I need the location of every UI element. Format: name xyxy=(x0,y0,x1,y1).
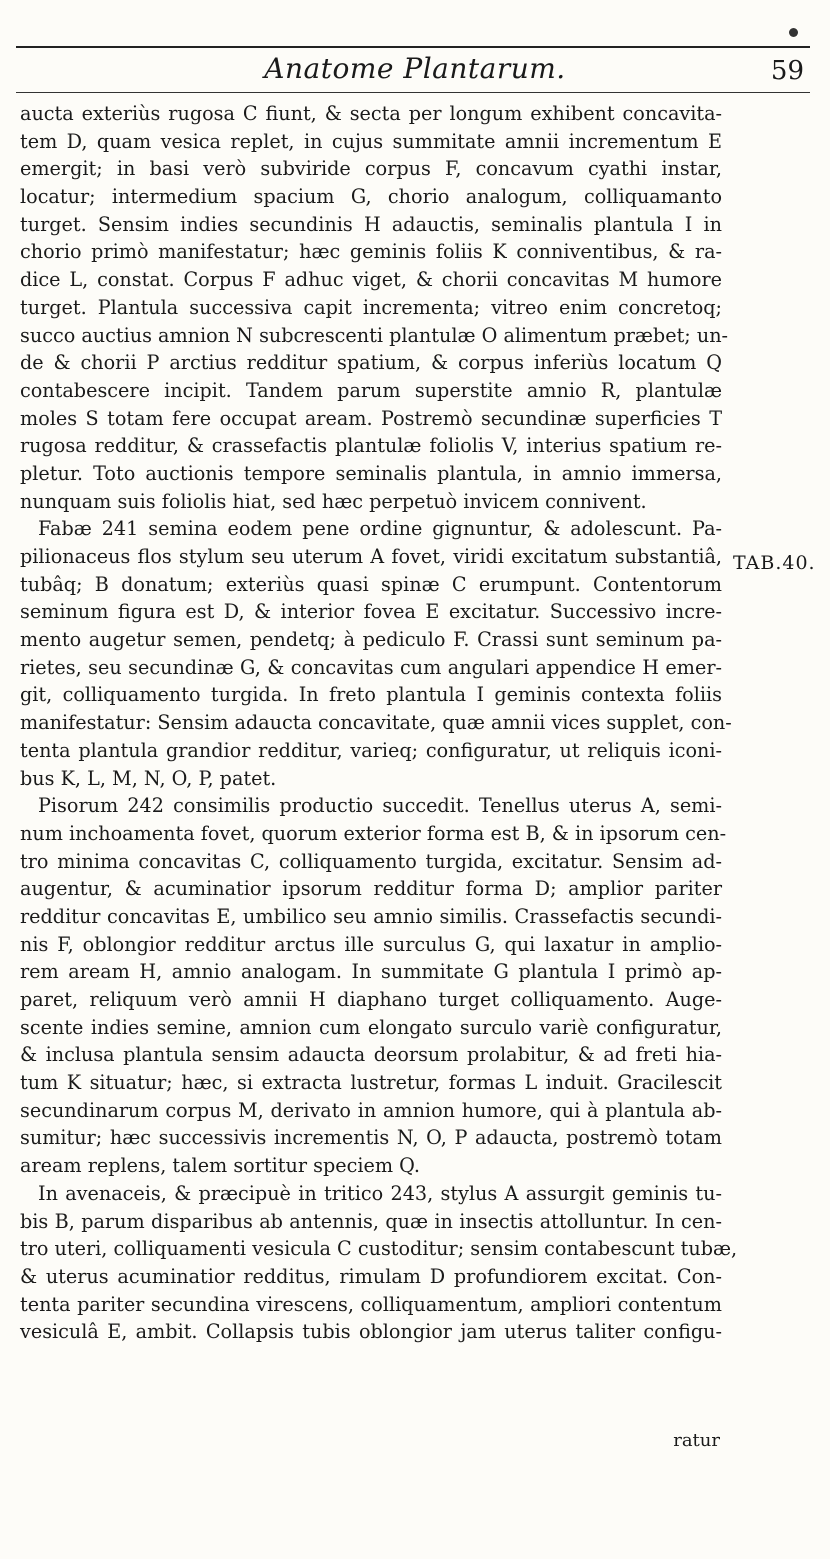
text-line: secundinarum corpus M, derivato in amnion humore, qui à plantula ab- xyxy=(20,1098,722,1122)
text-line: bus K, L, M, N, O, P, patet. xyxy=(20,766,277,790)
header-rule xyxy=(16,92,810,93)
text-line: tro minima concavitas C, colliquamento turgida, excitatur. Sensim ad- xyxy=(20,849,722,873)
text-line: succo auctius amnion N subcrescenti plantulæ O alimentum præbet; un- xyxy=(20,323,729,347)
text-line: tubâq; B donatum; exteriùs quasi spinæ C erumpunt. Contentorum xyxy=(20,572,722,596)
text-line: chorio primò manifestatur; hæc geminis foliis K conniventibus, & ra- xyxy=(20,240,722,264)
top-rule xyxy=(16,46,810,48)
text-line: pilionaceus flos stylum seu uterum A fovet, viridi excitatum substantiâ, xyxy=(20,545,722,568)
text-line: nis F, oblongior redditur arctus ille surculus G, qui laxatur in amplio- xyxy=(20,932,722,956)
text-line: contabescere incipit. Tandem parum superstite amnio R, plantulæ xyxy=(20,378,722,402)
text-line: & inclusa plantula sensim adaucta deorsum prolabitur, & ad freti hia- xyxy=(20,1043,722,1067)
text-line: redditur concavitas E, umbilico seu amnio similis. Crassefactis secundi- xyxy=(20,904,722,928)
text-line: dice L, constat. Corpus F adhuc viget, & chorii concavitas M humore xyxy=(20,268,722,292)
margin-note-plate-reference: TAB.40. xyxy=(733,552,816,574)
text-line: seminum figura est D, & interior fovea E excitatur. Successivo incre- xyxy=(20,600,722,624)
text-line: turget. Sensim indies secundinis H adauctis, seminalis plantula I in xyxy=(20,212,722,236)
text-line: paret, reliquum verò amnii H diaphano turget colliquamento. Auge- xyxy=(20,988,722,1011)
page-number: 59 xyxy=(770,56,804,86)
text-line: de & chorii P arctius redditur spatium, & corpus inferiùs locatum Q xyxy=(20,351,722,375)
text-line: mento augetur semen, pendetq; à pediculo F. Crassi sunt seminum pa- xyxy=(20,628,722,652)
text-line: augentur, & acuminatior ipsorum redditur forma D; amplior pariter xyxy=(20,877,722,901)
text-line: rugosa redditur, & crassefactis plantulæ foliolis V, interius spatium re- xyxy=(20,434,722,458)
text-line: pletur. Toto auctionis tempore seminalis plantula, in amnio immersa, xyxy=(20,461,722,485)
text-line: manifestatur: Sensim adaucta concavitate, quæ amnii vices supplet, con- xyxy=(20,711,732,735)
text-line: & uterus acuminatior redditus, rimulam D profundiorem excitat. Con- xyxy=(20,1264,722,1288)
text-line: sumitur; hæc successivis incrementis N, O, P adaucta, postremò totam xyxy=(20,1126,722,1150)
text-line: tenta pariter secundina virescens, colliquamentum, ampliori contentum xyxy=(20,1292,722,1316)
text-line: locatur; intermedium spacium G, chorio analogum, colliquamanto xyxy=(20,185,722,209)
text-line: aream replens, talem sortitur speciem Q. xyxy=(20,1154,420,1178)
ink-dot xyxy=(789,28,798,37)
text-line: In avenaceis, & præcipuè in tritico 243, stylus A assurgit geminis tu- xyxy=(38,1181,722,1205)
text-line: num inchoamenta fovet, quorum exterior forma est B, & in ipsorum cen- xyxy=(20,821,727,845)
text-line: vesiculâ E, ambit. Collapsis tubis oblongior jam uterus taliter configu- xyxy=(20,1320,722,1344)
text-line: Fabæ 241 semina eodem pene ordine gignuntur, & adolescunt. Pa- xyxy=(38,517,722,541)
text-line: git, colliquamento turgida. In freto plantula I geminis contexta foliis xyxy=(20,683,722,707)
text-line: tenta plantula grandior redditur, varieq; configuratur, ut reliquis iconi- xyxy=(20,738,722,762)
text-line: rietes, seu secundinæ G, & concavitas cum angulari appendice H emer- xyxy=(20,655,722,679)
text-line: bis B, parum disparibus ab antennis, quæ in insectis attolluntur. In cen- xyxy=(20,1209,722,1233)
body-text xyxy=(20,100,738,1346)
text-line: rem aream H, amnio analogam. In summitate G plantula I primò ap- xyxy=(20,960,722,984)
text-line: nunquam suis foliolis hiat, sed hæc perpetuò invicem connivent. xyxy=(20,489,647,513)
text-line: moles S totam fere occupat aream. Postremò secundinæ superficies T xyxy=(20,406,722,430)
text-line: tro uteri, colliquamenti vesicula C custoditur; sensim contabescunt tubæ, xyxy=(20,1237,738,1261)
text-line: turget. Plantula successiva capit incrementa; vitreo enim concretoq; xyxy=(20,295,722,319)
catchword: ratur xyxy=(673,1430,720,1451)
running-head-title: Anatome Plantarum. xyxy=(264,52,566,85)
text-line: scente indies semine, amnion cum elongato surculo variè configuratur, xyxy=(20,1015,722,1039)
text-line: tem D, quam vesica replet, in cujus summitate amnii incrementum E xyxy=(20,129,722,153)
text-line: emergit; in basi verò subviride corpus F, concavum cyathi instar, xyxy=(20,157,722,181)
text-line: Pisorum 242 consimilis productio succedit. Tenellus uterus A, semi- xyxy=(38,794,722,818)
text-line: aucta exteriùs rugosa C fiunt, & secta per longum exhibent concavita- xyxy=(20,102,722,125)
text-line: tum K situatur; hæc, si extracta lustretur, formas L induit. Gracilescit xyxy=(20,1071,722,1095)
